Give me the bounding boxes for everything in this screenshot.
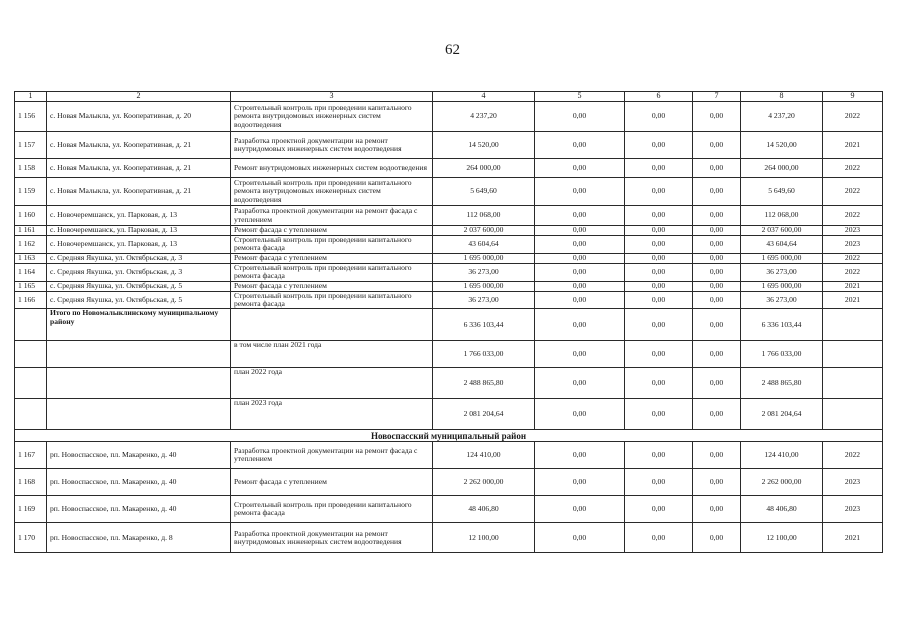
work-type-cell: Ремонт фасада с утеплением — [231, 469, 433, 496]
amount-cell: 36 273,00 — [741, 291, 823, 309]
amount-cell: 0,00 — [625, 253, 693, 263]
work-type-cell: Строительный контроль при проведении капитального ремонта внутридомовых инженерных систем водоотведения — [231, 178, 433, 206]
year-cell: 2023 — [823, 226, 883, 236]
amount-cell: 112 068,00 — [741, 206, 823, 226]
row-number-cell: 1 169 — [15, 496, 47, 523]
amount-cell: 0,00 — [535, 341, 625, 368]
amount-cell: 6 336 103,44 — [433, 309, 535, 341]
amount-cell: 0,00 — [625, 469, 693, 496]
amount-cell: 36 273,00 — [433, 291, 535, 309]
table-row — [15, 442, 883, 469]
year-cell: 2022 — [823, 263, 883, 281]
plan-label-cell: план 2023 года — [231, 399, 433, 430]
amount-cell: 2 262 000,00 — [433, 469, 535, 496]
row-number-cell: 1 161 — [15, 226, 47, 236]
amount-cell: 2 488 865,80 — [433, 368, 535, 399]
amount-cell: 0,00 — [693, 442, 741, 469]
amount-cell: 0,00 — [535, 178, 625, 206]
column-number: 9 — [823, 92, 883, 102]
column-number: 1 — [15, 92, 47, 102]
amount-cell: 0,00 — [625, 178, 693, 206]
year-cell: 2023 — [823, 469, 883, 496]
amount-cell: 0,00 — [535, 132, 625, 159]
amount-cell: 0,00 — [625, 206, 693, 226]
amount-cell: 4 237,20 — [433, 102, 535, 132]
amount-cell: 14 520,00 — [433, 132, 535, 159]
row-number-cell: 1 166 — [15, 291, 47, 309]
amount-cell: 0,00 — [625, 236, 693, 254]
table-row — [15, 253, 883, 263]
amount-cell: 0,00 — [535, 159, 625, 178]
table-row — [15, 523, 883, 553]
amount-cell: 0,00 — [693, 469, 741, 496]
amount-cell: 0,00 — [535, 469, 625, 496]
amount-cell: 6 336 103,44 — [741, 309, 823, 341]
table-row — [15, 132, 883, 159]
empty-cell — [823, 309, 883, 341]
empty-cell — [15, 399, 47, 430]
amount-cell: 264 000,00 — [741, 159, 823, 178]
year-cell: 2022 — [823, 159, 883, 178]
amount-cell: 0,00 — [693, 496, 741, 523]
amount-cell: 0,00 — [535, 281, 625, 291]
amount-cell: 0,00 — [535, 226, 625, 236]
amount-cell: 0,00 — [535, 253, 625, 263]
amount-cell: 2 081 204,64 — [433, 399, 535, 430]
amount-cell: 0,00 — [625, 442, 693, 469]
table-row — [15, 236, 883, 254]
amount-cell: 0,00 — [625, 496, 693, 523]
amount-cell: 12 100,00 — [741, 523, 823, 553]
column-number: 2 — [47, 92, 231, 102]
table-row — [15, 281, 883, 291]
row-number-cell: 1 168 — [15, 469, 47, 496]
address-cell: с. Новая Малыкла, ул. Кооперативная, д. 21 — [47, 178, 231, 206]
year-cell: 2022 — [823, 442, 883, 469]
amount-cell: 0,00 — [535, 206, 625, 226]
amount-cell: 0,00 — [693, 159, 741, 178]
address-cell: рп. Новоспасское, пл. Макаренко, д. 8 — [47, 523, 231, 553]
amount-cell: 0,00 — [693, 236, 741, 254]
column-number: 5 — [535, 92, 625, 102]
amount-cell: 4 237,20 — [741, 102, 823, 132]
year-cell: 2022 — [823, 206, 883, 226]
table-row — [15, 178, 883, 206]
amount-cell: 0,00 — [693, 263, 741, 281]
table-row — [15, 291, 883, 309]
row-number-cell: 1 156 — [15, 102, 47, 132]
address-cell: с. Новая Малыкла, ул. Кооперативная, д. 21 — [47, 132, 231, 159]
amount-cell: 0,00 — [625, 399, 693, 430]
work-type-cell: Ремонт фасада с утеплением — [231, 281, 433, 291]
work-type-cell: Строительный контроль при проведении капитального ремонта внутридомовых инженерных систем водоотведения — [231, 102, 433, 132]
empty-cell — [231, 309, 433, 341]
table-row — [15, 496, 883, 523]
amount-cell: 1 695 000,00 — [741, 253, 823, 263]
table-row — [15, 206, 883, 226]
empty-cell — [15, 309, 47, 341]
amount-cell: 0,00 — [535, 291, 625, 309]
amount-cell: 0,00 — [535, 102, 625, 132]
table-row — [15, 226, 883, 236]
column-number: 8 — [741, 92, 823, 102]
column-number: 7 — [693, 92, 741, 102]
amount-cell: 0,00 — [535, 368, 625, 399]
table-row — [15, 102, 883, 132]
amount-cell: 0,00 — [535, 263, 625, 281]
year-cell: 2023 — [823, 496, 883, 523]
district-total-row — [15, 309, 883, 341]
amount-cell: 0,00 — [693, 226, 741, 236]
address-cell: рп. Новоспасское, пл. Макаренко, д. 40 — [47, 496, 231, 523]
empty-cell — [47, 341, 231, 368]
table-row — [15, 263, 883, 281]
row-number-cell: 1 159 — [15, 178, 47, 206]
address-cell: с. Новочеремшанск, ул. Парковая, д. 13 — [47, 226, 231, 236]
year-cell: 2021 — [823, 291, 883, 309]
year-cell: 2022 — [823, 253, 883, 263]
column-number-row — [15, 92, 883, 102]
work-type-cell: Строительный контроль при проведении капитального ремонта фасада — [231, 291, 433, 309]
amount-cell: 0,00 — [535, 523, 625, 553]
amount-cell: 43 604,64 — [741, 236, 823, 254]
amount-cell: 264 000,00 — [433, 159, 535, 178]
empty-cell — [47, 368, 231, 399]
amount-cell: 48 406,80 — [433, 496, 535, 523]
amount-cell: 1 695 000,00 — [741, 281, 823, 291]
row-number-cell: 1 165 — [15, 281, 47, 291]
amount-cell: 124 410,00 — [741, 442, 823, 469]
amount-cell: 2 262 000,00 — [741, 469, 823, 496]
work-type-cell: Разработка проектной документации на ремонт фасада с утеплением — [231, 442, 433, 469]
amount-cell: 0,00 — [625, 102, 693, 132]
amount-cell: 0,00 — [625, 291, 693, 309]
table-row — [15, 469, 883, 496]
empty-cell — [15, 341, 47, 368]
empty-cell — [823, 399, 883, 430]
amount-cell: 0,00 — [535, 442, 625, 469]
row-number-cell: 1 160 — [15, 206, 47, 226]
year-cell: 2022 — [823, 102, 883, 132]
plan-year-row — [15, 368, 883, 399]
year-cell: 2021 — [823, 281, 883, 291]
amount-cell: 12 100,00 — [433, 523, 535, 553]
address-cell: с. Средняя Якушка, ул. Октябрьская, д. 5 — [47, 281, 231, 291]
amount-cell: 0,00 — [693, 281, 741, 291]
amount-cell: 1 766 033,00 — [741, 341, 823, 368]
row-number-cell: 1 167 — [15, 442, 47, 469]
work-type-cell: Разработка проектной документации на ремонт внутридомовых инженерных систем водоотведения — [231, 523, 433, 553]
plan-year-row — [15, 341, 883, 368]
address-cell: с. Новая Малыкла, ул. Кооперативная, д. 20 — [47, 102, 231, 132]
amount-cell: 0,00 — [693, 253, 741, 263]
work-type-cell: Разработка проектной документации на ремонт внутридомовых инженерных систем водоотведения — [231, 132, 433, 159]
row-number-cell: 1 157 — [15, 132, 47, 159]
year-cell: 2022 — [823, 178, 883, 206]
amount-cell: 1 695 000,00 — [433, 253, 535, 263]
amount-cell: 0,00 — [625, 226, 693, 236]
capital-repair-table — [14, 91, 883, 553]
amount-cell: 36 273,00 — [433, 263, 535, 281]
amount-cell: 0,00 — [693, 102, 741, 132]
amount-cell: 124 410,00 — [433, 442, 535, 469]
work-type-cell: Разработка проектной документации на ремонт фасада с утеплением — [231, 206, 433, 226]
amount-cell: 14 520,00 — [741, 132, 823, 159]
section-title: Новоспасский муниципальный район — [15, 430, 883, 442]
amount-cell: 36 273,00 — [741, 263, 823, 281]
address-cell: с. Средняя Якушка, ул. Октябрьская, д. 5 — [47, 291, 231, 309]
amount-cell: 0,00 — [625, 159, 693, 178]
plan-label-cell: план 2022 года — [231, 368, 433, 399]
row-number-cell: 1 170 — [15, 523, 47, 553]
empty-cell — [823, 341, 883, 368]
amount-cell: 2 037 600,00 — [741, 226, 823, 236]
amount-cell: 0,00 — [535, 236, 625, 254]
column-number: 4 — [433, 92, 535, 102]
amount-cell: 0,00 — [625, 309, 693, 341]
amount-cell: 0,00 — [625, 368, 693, 399]
amount-cell: 0,00 — [625, 263, 693, 281]
amount-cell: 112 068,00 — [433, 206, 535, 226]
amount-cell: 2 488 865,80 — [741, 368, 823, 399]
row-number-cell: 1 164 — [15, 263, 47, 281]
amount-cell: 1 695 000,00 — [433, 281, 535, 291]
amount-cell: 0,00 — [693, 178, 741, 206]
amount-cell: 0,00 — [625, 341, 693, 368]
amount-cell: 43 604,64 — [433, 236, 535, 254]
empty-cell — [15, 368, 47, 399]
amount-cell: 0,00 — [693, 291, 741, 309]
work-type-cell: Строительный контроль при проведении капитального ремонта фасада — [231, 496, 433, 523]
year-cell: 2021 — [823, 132, 883, 159]
amount-cell: 2 081 204,64 — [741, 399, 823, 430]
amount-cell: 0,00 — [625, 132, 693, 159]
row-number-cell: 1 163 — [15, 253, 47, 263]
amount-cell: 0,00 — [693, 523, 741, 553]
amount-cell: 0,00 — [535, 399, 625, 430]
address-cell: рп. Новоспасское, пл. Макаренко, д. 40 — [47, 469, 231, 496]
address-cell: с. Средняя Якушка, ул. Октябрьская, д. 3 — [47, 263, 231, 281]
amount-cell: 2 037 600,00 — [433, 226, 535, 236]
amount-cell: 0,00 — [535, 496, 625, 523]
section-header-row — [15, 430, 883, 442]
plan-year-row — [15, 399, 883, 430]
column-number: 6 — [625, 92, 693, 102]
address-cell: с. Новочеремшанск, ул. Парковая, д. 13 — [47, 236, 231, 254]
address-cell: с. Новая Малыкла, ул. Кооперативная, д. 21 — [47, 159, 231, 178]
work-type-cell: Ремонт фасада с утеплением — [231, 226, 433, 236]
amount-cell: 0,00 — [693, 341, 741, 368]
amount-cell: 1 766 033,00 — [433, 341, 535, 368]
amount-cell: 0,00 — [625, 281, 693, 291]
address-cell: рп. Новоспасское, пл. Макаренко, д. 40 — [47, 442, 231, 469]
total-label-cell: Итого по Новомалыклинскому муниципальному району — [47, 309, 231, 341]
address-cell: с. Новочеремшанск, ул. Парковая, д. 13 — [47, 206, 231, 226]
table-body — [15, 92, 883, 553]
amount-cell: 5 649,60 — [433, 178, 535, 206]
empty-cell — [47, 399, 231, 430]
table-row — [15, 159, 883, 178]
amount-cell: 48 406,80 — [741, 496, 823, 523]
amount-cell: 0,00 — [693, 309, 741, 341]
row-number-cell: 1 162 — [15, 236, 47, 254]
work-type-cell: Ремонт фасада с утеплением — [231, 253, 433, 263]
amount-cell: 0,00 — [693, 399, 741, 430]
work-type-cell: Строительный контроль при проведении капитального ремонта фасада — [231, 236, 433, 254]
work-type-cell: Строительный контроль при проведении капитального ремонта фасада — [231, 263, 433, 281]
amount-cell: 0,00 — [693, 132, 741, 159]
work-type-cell: Ремонт внутридомовых инженерных систем водоотведения — [231, 159, 433, 178]
year-cell: 2021 — [823, 523, 883, 553]
page-number: 62 — [445, 42, 460, 58]
address-cell: с. Средняя Якушка, ул. Октябрьская, д. 3 — [47, 253, 231, 263]
amount-cell: 5 649,60 — [741, 178, 823, 206]
amount-cell: 0,00 — [625, 523, 693, 553]
year-cell: 2023 — [823, 236, 883, 254]
amount-cell: 0,00 — [693, 368, 741, 399]
column-number: 3 — [231, 92, 433, 102]
plan-label-cell: в том числе план 2021 года — [231, 341, 433, 368]
empty-cell — [823, 368, 883, 399]
amount-cell: 0,00 — [535, 309, 625, 341]
amount-cell: 0,00 — [693, 206, 741, 226]
row-number-cell: 1 158 — [15, 159, 47, 178]
